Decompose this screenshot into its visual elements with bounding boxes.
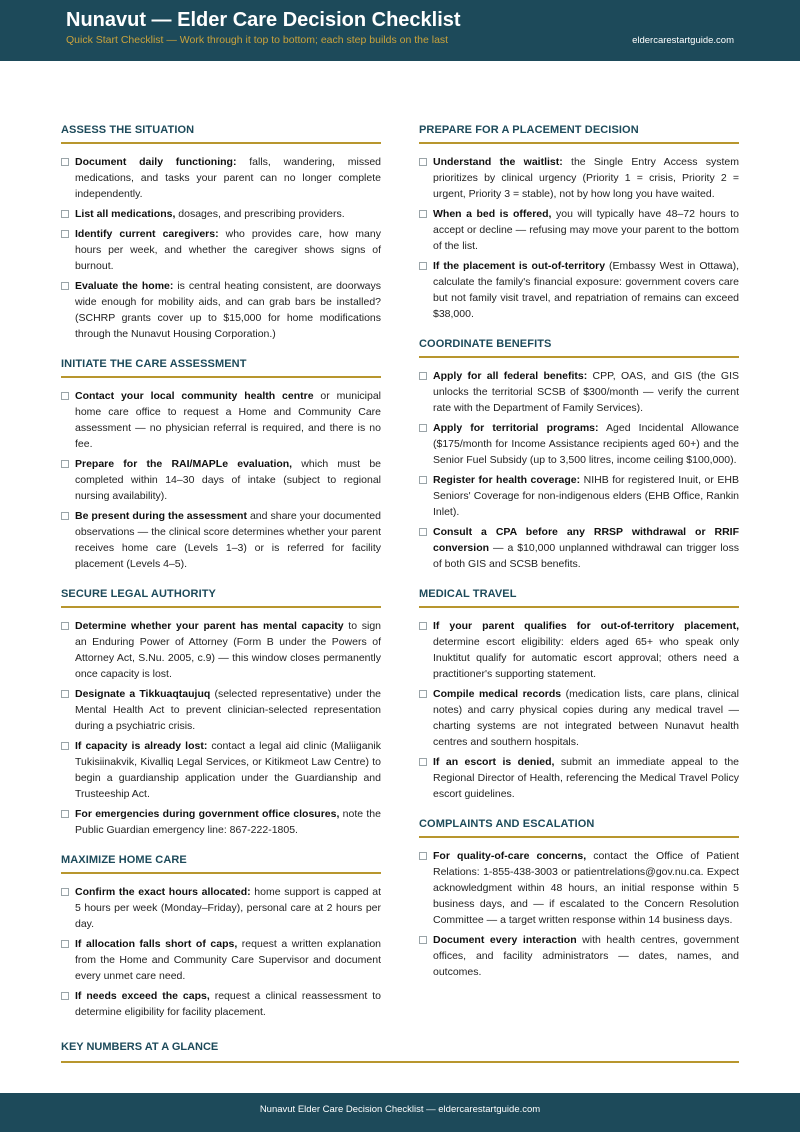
item-lead: Consult a CPA before any RRSP withdrawal or RRIF conversion xyxy=(433,526,739,554)
item-lead: Compile medical records xyxy=(433,688,562,700)
checklist xyxy=(61,388,381,572)
checklist-item xyxy=(419,206,739,254)
item-lead: Confirm the exact hours allocated: xyxy=(75,886,251,898)
item-text: (Embassy West in Ottawa), calculate the family's financial exposure: government covers care but not family visit travel, and repatriation of remains can exceed $38,000. xyxy=(433,260,739,320)
checklist xyxy=(61,618,381,838)
item-text: falls, wandering, missed medications, and tasks your parent can no longer complete independently. xyxy=(75,156,382,200)
section-heading: MAXIMIZE HOME CARE xyxy=(61,848,381,874)
checklist-item xyxy=(61,936,381,984)
checklist-item xyxy=(61,806,381,838)
section-heading: PREPARE FOR A PLACEMENT DECISION xyxy=(419,118,739,144)
checkbox-icon[interactable] xyxy=(61,512,69,520)
checklist-item xyxy=(61,154,381,202)
section-complaints-and-escalation xyxy=(419,812,739,980)
item-text: note the Public Guardian emergency line: 867-222-1805. xyxy=(75,808,381,836)
checklist-item xyxy=(61,884,381,932)
checklist xyxy=(61,884,381,1020)
checklist-item xyxy=(61,206,381,222)
checkbox-icon[interactable] xyxy=(61,888,69,896)
checklist-item xyxy=(419,420,739,468)
page-title: Nunavut — Elder Care Decision Checklist xyxy=(66,9,461,31)
checkbox-icon[interactable] xyxy=(61,158,69,166)
item-lead: Document daily functioning: xyxy=(75,156,237,168)
item-text: submit an immediate appeal to the Regional Director of Health, referencing the Medical Travel Policy escort guidelines. xyxy=(433,756,739,800)
item-text: contact a legal aid clinic (Maliiganik Tukisiinakvik, Kivalliq Legal Services, or Kitikmeot Law Centre) to begin a guardianship application under the Guardianship and Trusteeship Act. xyxy=(75,740,381,800)
section-prepare-for-a-placement-decision xyxy=(419,118,739,322)
item-lead: If your parent qualifies for out-of-territory placement, xyxy=(433,620,739,632)
item-text: home support is capped at 5 hours per week (Monday–Friday), personal care at 2 hours per day. xyxy=(75,886,381,930)
checkbox-icon[interactable] xyxy=(61,810,69,818)
checkbox-icon[interactable] xyxy=(61,742,69,750)
item-text: dosages, and prescribing providers. xyxy=(175,208,345,220)
checkbox-icon[interactable] xyxy=(419,476,427,484)
item-text: request a written explanation from the Home and Community Care Supervisor and document every unmet care need. xyxy=(75,938,381,982)
section-medical-travel xyxy=(419,582,739,802)
item-lead: If needs exceed the caps, xyxy=(75,990,210,1002)
item-text: Aged Incidental Allowance ($175/month for Income Assistance recipients aged 60+) and the Senior Fuel Subsidy (up to 3,500 litres, income ceiling $100,000). xyxy=(433,422,739,466)
item-text: determine escort eligibility: elders aged 65+ who speak only Inuktitut qualify for automatic escort approval; others need a practitioner's supporting statement. xyxy=(433,636,739,680)
item-text: to sign an Enduring Power of Attorney (Form B under the Powers of Attorney Act, S.Nu. 2005, c.9) — this window closes permanently once capacity is lost. xyxy=(75,620,382,680)
checkbox-icon[interactable] xyxy=(419,262,427,270)
checkbox-icon[interactable] xyxy=(419,852,427,860)
item-lead: Determine whether your parent has mental capacity xyxy=(75,620,344,632)
checklist xyxy=(419,154,739,322)
item-text: request a clinical reassessment to determine eligibility for facility placement. xyxy=(75,990,381,1018)
checkbox-icon[interactable] xyxy=(419,210,427,218)
item-lead: If allocation falls short of caps, xyxy=(75,938,238,950)
item-lead: Document every interaction xyxy=(433,934,577,946)
checkbox-icon[interactable] xyxy=(419,528,427,536)
item-text: — a $10,000 unplanned withdrawal can trigger loss of both GIS and SCSB benefits. xyxy=(433,542,739,570)
checklist-item xyxy=(419,524,739,572)
item-text: the Single Entry Access system prioritizes by clinical urgency (Priority 1 = crisis, Priority 2 = urgent, Priority 3 = stable), not by how long you have waited. xyxy=(433,156,739,200)
item-lead: If capacity is already lost: xyxy=(75,740,208,752)
checkbox-icon[interactable] xyxy=(61,282,69,290)
checkbox-icon[interactable] xyxy=(61,940,69,948)
item-text: and share your documented observations — the clinical score determines whether your parent receives home care (Levels 1–3) or is referred for facility placement (Levels 4–5). xyxy=(75,510,381,570)
checklist-item xyxy=(61,388,381,452)
key-numbers-heading: KEY NUMBERS AT A GLANCE xyxy=(61,1035,739,1063)
right-column xyxy=(419,118,739,990)
section-heading: MEDICAL TRAVEL xyxy=(419,582,739,608)
page-header xyxy=(0,0,800,61)
page-subtitle: Quick Start Checklist — Work through it top to bottom; each step builds on the last xyxy=(66,34,449,46)
checklist-item xyxy=(419,848,739,928)
item-lead: If an escort is denied, xyxy=(433,756,555,768)
item-text: with health centres, government offices, and facility administrators — dates, names, and outcomes. xyxy=(433,934,739,978)
checklist-item xyxy=(419,472,739,520)
item-lead: Identify current caregivers: xyxy=(75,228,219,240)
checklist-item xyxy=(419,754,739,802)
section-heading: ASSESS THE SITUATION xyxy=(61,118,381,144)
checkbox-icon[interactable] xyxy=(419,758,427,766)
section-heading: INITIATE THE CARE ASSESSMENT xyxy=(61,352,381,378)
checklist xyxy=(419,848,739,980)
section-heading: COMPLAINTS AND ESCALATION xyxy=(419,812,739,838)
checklist-item xyxy=(419,686,739,750)
item-text: you will typically have 48–72 hours to accept or decline — refusing may move your parent to the bottom of the list. xyxy=(433,208,740,252)
item-lead: Contact your local community health centre xyxy=(75,390,314,402)
checkbox-icon[interactable] xyxy=(61,230,69,238)
item-text: (selected representative) under the Mental Health Act to prevent clinician-selected representation during a psychiatric crisis. xyxy=(75,688,381,732)
section-heading: SECURE LEGAL AUTHORITY xyxy=(61,582,381,608)
site-url: eldercarestartguide.com xyxy=(632,35,734,46)
item-lead: For quality-of-care concerns, xyxy=(433,850,587,862)
section-coordinate-benefits xyxy=(419,332,739,572)
checklist-item xyxy=(61,226,381,274)
item-text: which must be completed within 14–30 days of intake (subject to regional nursing availability). xyxy=(75,458,381,502)
item-text: NIHB for registered Inuit, or EHB Seniors' Coverage for non-indigenous elders (EHB Office, Rankin Inlet). xyxy=(433,474,739,518)
checklist-item xyxy=(419,618,739,682)
item-text: who provides care, how many hours per week, and whether the caregiver shows signs of burnout. xyxy=(75,228,381,272)
checklist-item xyxy=(419,154,739,202)
item-text: CPP, OAS, and GIS (the GIS unlocks the territorial SCSB of $300/month — verify the current rate with the Department of Family Services). xyxy=(433,370,739,414)
page-footer xyxy=(0,1093,800,1132)
checkbox-icon[interactable] xyxy=(61,460,69,468)
section-heading: COORDINATE BENEFITS xyxy=(419,332,739,358)
checkbox-icon[interactable] xyxy=(61,392,69,400)
checkbox-icon[interactable] xyxy=(419,622,427,630)
checklist-item xyxy=(61,988,381,1020)
item-lead: Designate a Tikkuaqtaujuq xyxy=(75,688,211,700)
item-lead: Prepare for the RAI/MAPLe evaluation, xyxy=(75,458,293,470)
key-numbers-section xyxy=(61,1035,739,1063)
item-lead: Apply for all federal benefits: xyxy=(433,370,588,382)
checklist-item xyxy=(61,456,381,504)
item-lead: List all medications, xyxy=(75,208,176,220)
footer-text: Nunavut Elder Care Decision Checklist — eldercarestartguide.com xyxy=(259,1104,541,1115)
checklist xyxy=(419,618,739,802)
item-lead: Register for health coverage: xyxy=(433,474,581,486)
item-lead: Evaluate the home: xyxy=(75,280,174,292)
section-maximize-home-care xyxy=(61,848,381,1020)
checklist xyxy=(419,368,739,572)
checkbox-icon[interactable] xyxy=(61,690,69,698)
checklist-item xyxy=(61,738,381,802)
checklist-item xyxy=(61,508,381,572)
section-assess-the-situation xyxy=(61,118,381,342)
checklist xyxy=(61,154,381,342)
checklist-item xyxy=(61,686,381,734)
item-lead: Be present during the assessment xyxy=(75,510,247,522)
checklist-item xyxy=(419,258,739,322)
item-text: or municipal home care office to request a Home and Community Care assessment — no physician referral is required, and there is no fee. xyxy=(75,390,381,450)
checkbox-icon[interactable] xyxy=(419,936,427,944)
item-text: is central heating consistent, are doorways wide enough for mobility aids, and can grab bars be installed? (SCHRP grants cover up to $15,000 for home modifications through the Nunavut Housing Corporation.) xyxy=(75,280,382,340)
item-lead: If the placement is out-of-territory xyxy=(433,260,606,272)
item-text: contact the Office of Patient Relations: 1-855-438-3003 or patientrelations@gov.nu.ca. Expect acknowledgment within 48 hours, an initial response within 5 business days, and — if escalated to the Concern Resolution Committee — a target written response within 14 business days. xyxy=(433,850,740,926)
checklist-item xyxy=(61,618,381,682)
item-lead: When a bed is offered, xyxy=(433,208,552,220)
item-text: (medication lists, care plans, clinical notes) and carry physical copies during any medical travel — charting systems are not integrated between Nunavut health centres and southern hospitals. xyxy=(433,688,739,748)
checkbox-icon[interactable] xyxy=(61,210,69,218)
item-lead: Apply for territorial programs: xyxy=(433,422,599,434)
checkbox-icon[interactable] xyxy=(419,424,427,432)
checklist-item xyxy=(419,368,739,416)
checkbox-icon[interactable] xyxy=(419,690,427,698)
checkbox-icon[interactable] xyxy=(419,372,427,380)
section-secure-legal-authority xyxy=(61,582,381,838)
checkbox-icon[interactable] xyxy=(61,992,69,1000)
item-lead: For emergencies during government office closures, xyxy=(75,808,340,820)
checkbox-icon[interactable] xyxy=(61,622,69,630)
item-lead: Understand the waitlist: xyxy=(433,156,563,168)
checklist-item xyxy=(61,278,381,342)
checklist-item xyxy=(419,932,739,980)
left-column xyxy=(61,118,381,1030)
checkbox-icon[interactable] xyxy=(419,158,427,166)
section-initiate-the-care-assessment xyxy=(61,352,381,572)
